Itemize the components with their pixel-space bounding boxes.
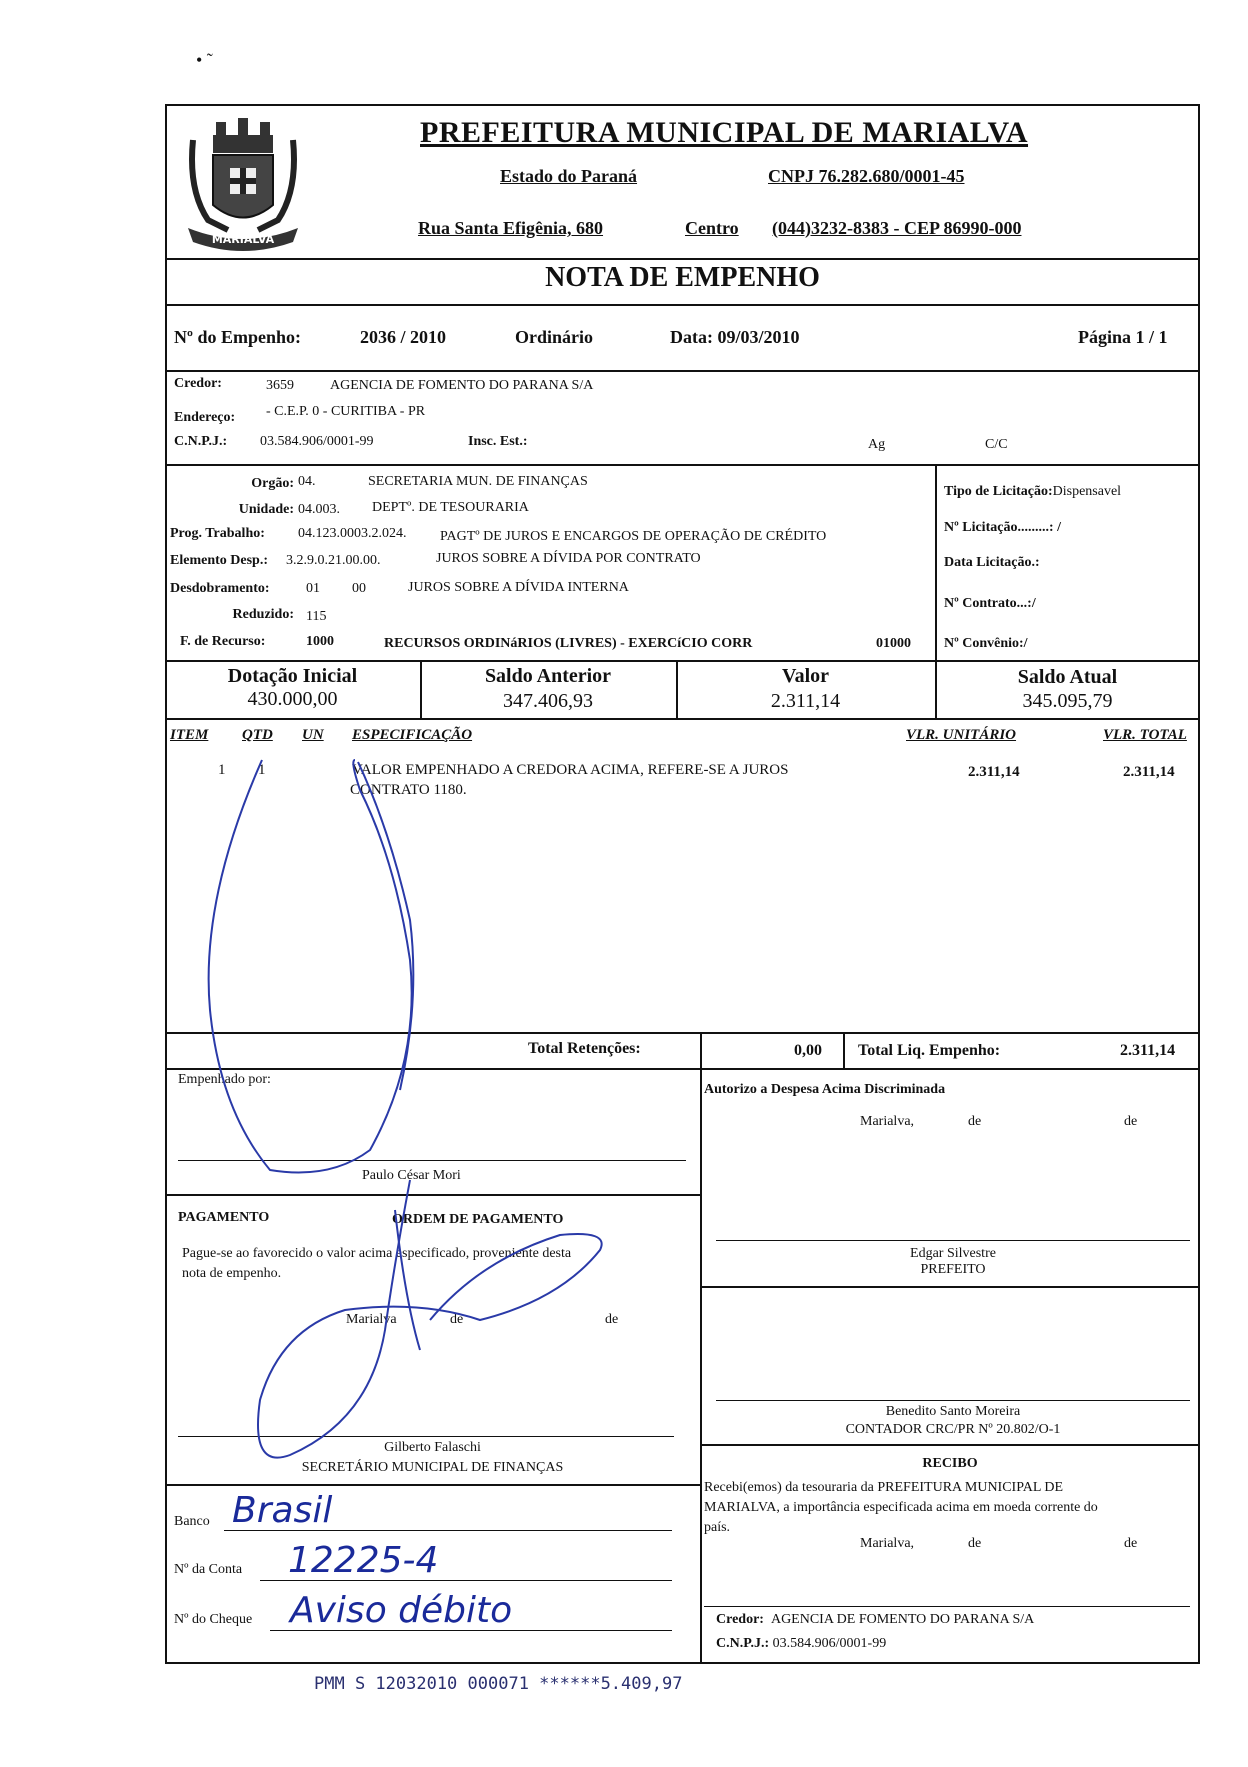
- orgao-desc: SECRETARIA MUN. DE FINANÇAS: [368, 474, 588, 489]
- empenhado-name: Paulo César Mori: [362, 1168, 461, 1183]
- recibo-credor: Credor: AGENCIA DE FOMENTO DO PARANA S/A: [716, 1612, 1035, 1627]
- address-value: - C.E.P. 0 - CURITIBA - PR: [266, 404, 426, 419]
- conta-value: 12225-4: [288, 1540, 439, 1581]
- item-spec-line1: VALOR EMPENHADO A CREDORA ACIMA, REFERE-SE A JUROS: [352, 762, 789, 778]
- recibo-de2: de: [1124, 1536, 1138, 1551]
- secretario-role: SECRETÁRIO MUNICIPAL DE FINANÇAS: [301, 1460, 564, 1475]
- col-item: ITEM: [170, 727, 209, 743]
- contract-number: Nº Contrato...:/: [944, 596, 1036, 611]
- empenho-number-label: Nº do Empenho:: [174, 327, 301, 347]
- orgao-code: 04.: [298, 474, 316, 489]
- recurso-code: 1000: [306, 634, 334, 649]
- licitacao-type: Tipo de Licitação:Dispensavel: [944, 484, 1122, 499]
- reduzido-label: Reduzido:: [232, 607, 294, 622]
- cc-label: C/C: [985, 437, 1008, 452]
- credor-name: AGENCIA DE FOMENTO DO PARANA S/A: [330, 378, 594, 393]
- credor-code: 3659: [266, 378, 294, 393]
- coat-of-arms-logo: [168, 110, 318, 260]
- total-retencoes-label: Total Retenções:: [528, 1040, 641, 1057]
- item-qtd: 1: [258, 762, 266, 778]
- prog-code: 04.123.0003.2.024.: [298, 526, 407, 541]
- total-liq-label: Total Liq. Empenho:: [858, 1042, 1001, 1059]
- recibo-title: RECIBO: [922, 1456, 978, 1471]
- pagamento-de1: de: [450, 1312, 464, 1327]
- header-phone-cep: (044)3232-8383 - CEP 86990-000: [772, 218, 1022, 238]
- desdobramento-code2: 00: [352, 581, 366, 596]
- recurso-label: F. de Recurso:: [180, 634, 266, 649]
- pagamento-text2: nota de empenho.: [182, 1266, 282, 1281]
- pagamento-city: Marialva: [346, 1312, 397, 1327]
- cheque-value: Aviso débito: [290, 1590, 513, 1631]
- secretario-name: Gilberto Falaschi: [384, 1440, 481, 1455]
- prefeito-role: PREFEITO: [920, 1262, 986, 1277]
- licitacao-date: Data Licitação.:: [944, 555, 1040, 570]
- pagamento-label: PAGAMENTO: [178, 1210, 270, 1225]
- empenhado-label: Empenhado por:: [178, 1072, 271, 1087]
- unidade-code: 04.003.: [298, 502, 340, 517]
- address-label: Endereço:: [174, 410, 236, 425]
- prog-label: Prog. Trabalho:: [170, 526, 265, 541]
- col-spec: ESPECIFICAÇÃO: [352, 727, 473, 743]
- col-qtd: QTD: [242, 727, 273, 743]
- autorizo-de1: de: [968, 1114, 982, 1129]
- header-cnpj: CNPJ 76.282.680/0001-45: [768, 166, 965, 186]
- svg-text:MARIALVA: MARIALVA: [211, 233, 275, 246]
- ordem-pagamento-label: ORDEM DE PAGAMENTO: [392, 1212, 564, 1227]
- prefeito-name: Edgar Silvestre: [910, 1246, 996, 1261]
- convenio-number: Nº Convênio:/: [944, 636, 1028, 651]
- autorizo-city: Marialva,: [860, 1114, 915, 1129]
- pagamento-de2: de: [605, 1312, 619, 1327]
- licitacao-number: Nº Licitação.........: /: [944, 520, 1061, 535]
- header-street: Rua Santa Efigênia, 680: [418, 218, 604, 238]
- header-state: Estado do Paraná: [500, 166, 638, 186]
- total-liq-value: 2.311,14: [1120, 1042, 1176, 1059]
- pagamento-text1: Pague-se ao favorecido o valor acima especificado, proveniente desta: [182, 1246, 572, 1261]
- item-spec-line2: CONTRATO 1180.: [350, 782, 467, 798]
- unidade-label: Unidade:: [238, 502, 294, 517]
- ag-label: Ag: [868, 437, 886, 452]
- conta-label: Nº da Conta: [174, 1562, 243, 1577]
- balance-value-valor: 2.311,14: [770, 690, 841, 712]
- balance-label-dotacao: Dotação Inicial: [227, 665, 358, 687]
- total-retencoes-value: 0,00: [794, 1042, 822, 1059]
- reduzido-code: 115: [306, 609, 327, 624]
- contador-role: CONTADOR CRC/PR Nº 20.802/O-1: [845, 1422, 1061, 1437]
- desdobramento-code: 01: [306, 581, 320, 596]
- balance-value-dotacao: 430.000,00: [247, 688, 338, 710]
- desdobramento-desc: JUROS SOBRE A DÍVIDA INTERNA: [408, 580, 629, 595]
- insc-label: Insc. Est.:: [468, 434, 528, 449]
- recurso-desc: RECURSOS ORDINáRIOS (LIVRES) - EXERCíCIO CORR: [384, 636, 753, 651]
- contador-name: Benedito Santo Moreira: [885, 1404, 1021, 1419]
- balance-value-anterior: 347.406,93: [503, 690, 593, 712]
- unidade-desc: DEPTº. DE TESOURARIA: [372, 500, 529, 515]
- doc-title: NOTA DE EMPENHO: [545, 262, 820, 293]
- autorizo-de2: de: [1124, 1114, 1138, 1129]
- empenho-number: 2036 / 2010: [360, 327, 447, 347]
- credor-label: Credor:: [174, 376, 222, 391]
- col-unit: VLR. UNITÁRIO: [906, 727, 1017, 743]
- banco-value: Brasil: [232, 1490, 333, 1531]
- cnpj-value: 03.584.906/0001-99: [260, 434, 374, 449]
- recibo-cnpj: C.N.P.J.: 03.584.906/0001-99: [716, 1636, 887, 1651]
- balance-label-anterior: Saldo Anterior: [484, 665, 612, 687]
- balance-value-atual: 345.095,79: [1022, 690, 1113, 712]
- empenho-page: Página 1 / 1: [1078, 327, 1168, 347]
- orgao-label: Orgão:: [251, 476, 294, 491]
- item-unit-value: 2.311,14: [968, 764, 1020, 780]
- col-un: UN: [302, 727, 324, 743]
- empenho-type: Ordinário: [515, 327, 594, 347]
- empenho-date: Data: 09/03/2010: [670, 327, 800, 347]
- footer-stamp: PMM S 12032010 000071 ******5.409,97: [314, 1674, 683, 1694]
- prog-desc: PAGTº DE JUROS E ENCARGOS DE OPERAÇÃO DE CRÉDITO: [440, 529, 827, 544]
- header-title: PREFEITURA MUNICIPAL DE MARIALVA: [420, 116, 1029, 149]
- item-total-value: 2.311,14: [1123, 764, 1175, 780]
- recibo-text1: Recebi(emos) da tesouraria da PREFEITURA MUNICIPAL DE: [704, 1480, 1064, 1495]
- cheque-label: Nº do Cheque: [174, 1612, 253, 1627]
- elemento-label: Elemento Desp.:: [170, 553, 268, 568]
- scan-mark: • ˜: [196, 50, 213, 70]
- desdobramento-label: Desdobramento:: [170, 581, 270, 596]
- recibo-text2: MARIALVA, a importância especificada acima em moeda corrente do: [704, 1500, 1098, 1515]
- elemento-desc: JUROS SOBRE A DÍVIDA POR CONTRATO: [436, 551, 701, 566]
- item-number: 1: [218, 762, 226, 778]
- col-total: VLR. TOTAL: [1103, 727, 1187, 743]
- balance-label-atual: Saldo Atual: [1017, 666, 1118, 688]
- balance-label-valor: Valor: [781, 665, 830, 687]
- recibo-text3: país.: [704, 1520, 731, 1535]
- recurso-code2: 01000: [876, 636, 911, 651]
- banco-label: Banco: [174, 1514, 210, 1529]
- cnpj-label: C.N.P.J.:: [174, 434, 228, 449]
- recibo-de1: de: [968, 1536, 982, 1551]
- header-district: Centro: [685, 218, 739, 238]
- recibo-city: Marialva,: [860, 1536, 915, 1551]
- autorizo-label: Autorizo a Despesa Acima Discriminada: [704, 1082, 946, 1097]
- elemento-code: 3.2.9.0.21.00.00.: [286, 553, 381, 568]
